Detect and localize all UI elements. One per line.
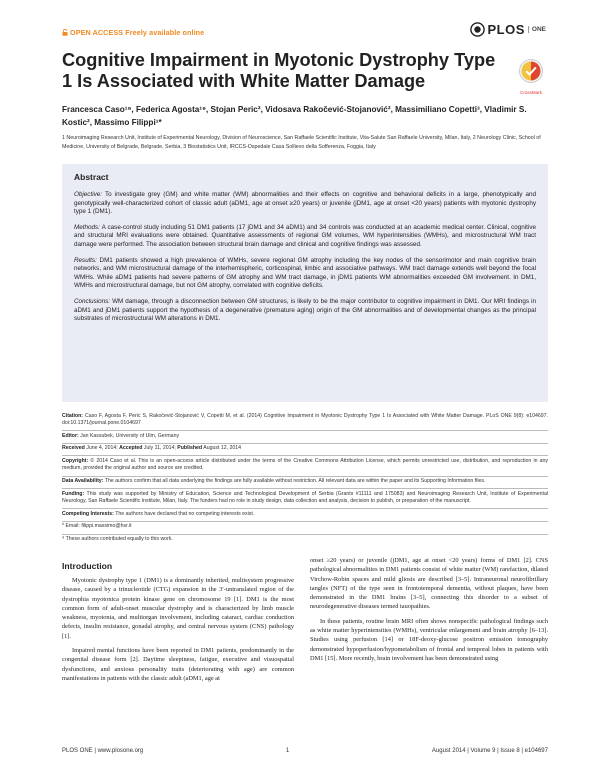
data-label: Data Availability: <box>62 478 104 485</box>
plos-logo-icon <box>470 22 485 37</box>
editor-text: Jan Kassubek, University of Ulm, Germany <box>78 432 180 439</box>
data-text: The authors confirm that all data underlying the findings are fully available without restriction. All relevant data are within the paper and its Supporting Information files. <box>103 478 486 485</box>
competing-label: Competing Interests: <box>62 510 114 517</box>
copyright <box>62 456 548 476</box>
objective-text: To investigate grey (GM) and white matter (WM) abnormalities and their effects on cognitive and behavioral deficits in a large, phenotypically and genotypically well-characterized cohort of classic adult (aDM1, age at onset ≥20 years) or juvenile (jDM1, age at onset <20 years) patients with myotonic dystrophy type 1 (DM1). <box>74 191 536 216</box>
affiliations: 1 Neuroimaging Research Unit, Institute of Experimental Neurology, Division of Neuroscience, San Raffaele Scientific Institute, Vita-Salute San Raffaele University, Milan, Italy, 2 Neurology Clinic, School of Medicine, University of Belgrade, Belgrade, Serbia, 3 Biostatistics Unit, IRCCS-Ospedale Casa Sollievo della Sofferenza, Foggia, Italy <box>62 135 541 150</box>
published-label: Published <box>177 445 203 452</box>
methods-label: Methods: <box>74 223 100 231</box>
article-metadata <box>62 411 548 546</box>
intro-paragraph-4: In these patients, routine brain MRI often shows nonspecific pathological findings such as white matter hyperintensities (WMHs), ventricular enlargement and brain atrophy [6–13]. Studies using perfusion [14] or 18F-deoxy-glucose positron emission tomography demonstrated hypoperfusion/hypometabolism of frontal and temporal lobes in patients with DM1 [15]. More recently, brain involvement has been demonstrated using <box>310 617 548 662</box>
conclusions-text: WM damage, through a disconnection between GM structures, is likely to be the major contributor to cognitive impairment in DM1. Our MRI findings in aDM1 and jDM1 patients support the hypothesis of a degenerative (premature aging) origin of the GM abnormalities and of developmental changes as the principal substrates of microstructural WM alterations in DM1. <box>74 297 536 323</box>
citation <box>62 411 548 431</box>
journal-name: PLOS <box>487 22 525 37</box>
objective-label: Objective: <box>74 191 102 198</box>
journal-logo <box>470 21 547 38</box>
journal-subname: ONE <box>528 26 546 33</box>
footer-issue: August 2014 | Volume 9 | Issue 8 | e104697 <box>431 748 548 754</box>
open-access-banner <box>62 28 204 37</box>
accepted-date: July 11, 2014; <box>142 445 178 452</box>
introduction-heading: Introduction <box>62 561 113 571</box>
equal-contribution-note: ⁹ These authors contributed equally to this work. <box>62 536 173 543</box>
abstract-objective <box>74 191 536 217</box>
funding-label: Funding: <box>62 490 85 497</box>
body-column-left <box>62 576 294 688</box>
copyright-text: © 2014 Caso et al. This is an open-access article distributed under the terms of the Creative Commons Attribution License, which permits unrestricted use, distribution, and reproduction in any medium, provided the original author and source are credited. <box>62 457 548 472</box>
abstract-conclusions <box>74 298 536 324</box>
open-lock-icon <box>62 29 68 36</box>
corresponding-email[interactable]: * Email: filippi.massimo@hsr.it <box>62 522 548 535</box>
page-footer <box>62 748 548 754</box>
competing-interests <box>62 509 548 522</box>
editor <box>62 431 548 444</box>
intro-paragraph-2: Impaired mental functions have been reported in DM1 patients, predominantly in the congenital disease form [2]. Daytime sleepiness, fatigue, executive and visuospatial dysfunctions, and anxious personality traits (deteriorating with age) are common manifestations in patients with the classic adult (aDM1, age at <box>62 647 294 682</box>
crossmark-badge[interactable] <box>516 58 546 95</box>
open-access-text: OPEN ACCESS Freely available online <box>70 28 205 37</box>
abstract-results <box>74 257 536 291</box>
footer-journal: PLOS ONE | www.plosone.org <box>62 748 144 754</box>
funding <box>62 489 548 509</box>
accepted-label: Accepted <box>119 445 143 452</box>
conclusions-label: Conclusions: <box>74 297 111 305</box>
dates <box>62 444 548 457</box>
article-title: Cognitive Impairment in Myotonic Dystrophy Type 1 Is Associated with White Matter Damage <box>62 50 496 91</box>
received-label: Received <box>62 445 85 452</box>
copyright-label: Copyright: <box>62 457 89 464</box>
methods-text: A case-control study including 51 DM1 patients (17 jDM1 and 34 aDM1) and 34 controls was conducted at an academic medical center. Clinical, cognitive and structural MRI evaluations were obtained. Quantitative assessments of regional GM volumes, WM hyperintensities (WMHs), and microstructural WM tract damage were performed. The association between structural brain damage and clinical and cognitive findings was assessed. <box>74 223 536 248</box>
citation-label: Citation: <box>62 412 84 419</box>
abstract-heading: Abstract <box>74 172 109 182</box>
competing-text: The authors have declared that no competing interests exist. <box>113 510 255 517</box>
intro-paragraph-3: onset ≥20 years) or juvenile (jDM1, age at onset <20 years) forms of DM1 [2]. CNS pathological abnormalities in DM1 patients consist of white matter (WM) rarefaction, dilated Virchow-Robin spaces and mild gliosis are described [3–5]. Intraneuronal neurofibrillary tangles (NFT) of the type seen in frontotemporal dementia, without plaques, have been demonstrated in the DM1 brains [3–5], connecting this disorder to a subset of neurodegenerative diseases termed tauopathies. <box>310 557 548 611</box>
page-number: 1 <box>285 748 290 754</box>
results-text: DM1 patients showed a high prevalence of WMHs, severe regional GM atrophy including the key nodes of the sensorimotor and main cognitive brain networks, and WM microstructural damage of the interhemispheric, corticospinal, limbic and associative pathways. WM tract damage extends well beyond the focal WMHs. While aDM1 patients had severe patterns of GM atrophy and WM tract damage, in jDM1 patients WM abnormalities exceeded GM involvement. In DM1, WMHs and microstructural damage, but not GM atrophy, correlated with cognitive deficits. <box>74 256 536 290</box>
editor-label: Editor: <box>62 432 79 439</box>
results-label: Results: <box>74 256 97 264</box>
funding-text: This study was supported by Ministry of Education, Science and Technological Development of Serbia (Grants #11111 and 175083) and Neuroimaging Research Unit, Institute of Experimental Neurology, San Raffaele Scientific Institute, Milan, Italy. The funders had no role in study design, data collection and analysis, decision to publish, or preparation of the manuscript. <box>62 490 548 505</box>
citation-text: Caso F, Agosta F, Peric S, Rakočević-Stojanović V, Copetti M, et al. (2014) Cognitive Impairment in Myotonic Dystrophy Type 1 Is Associated with White Matter Damage. PLoS ONE 9(8): e104697. doi:10.1371/journal.pone.0104697 <box>62 412 548 427</box>
abstract-methods <box>74 224 536 250</box>
crossmark-label: CrossMark <box>520 90 542 95</box>
crossmark-icon <box>518 58 544 84</box>
body-column-right <box>310 556 548 668</box>
published-date: August 12, 2014 <box>202 445 242 452</box>
data-availability <box>62 477 548 490</box>
intro-paragraph-1: Myotonic dystrophy type 1 (DM1) is a dominantly inherited, multisystem progressive disease, caused by a trinucleotide (CTG) expansion in the 3′-untranslated region of the dystrophia myotonica protein kinase gene on chromosome 19 [1]. DM1 is the most common form of adult-onset muscular dystrophy and is characterized by limb muscle weakness, myotonia, and multiorgan involvement, including cataract, cardiac conduction defects, insulin resistance, gonadal atrophy, and central nervous system (CNS) pathology [1]. <box>62 577 294 640</box>
received-date: June 4, 2014; <box>84 445 120 452</box>
author-list: Francesca Caso¹⁹, Federica Agosta¹⁹, Stojan Peric², Vidosava Rakočević-Stojanović², Massimiliano Copetti³, Vladimir S. Kostic², Massimo Filippi¹* <box>62 105 527 127</box>
abstract-box <box>62 164 548 402</box>
